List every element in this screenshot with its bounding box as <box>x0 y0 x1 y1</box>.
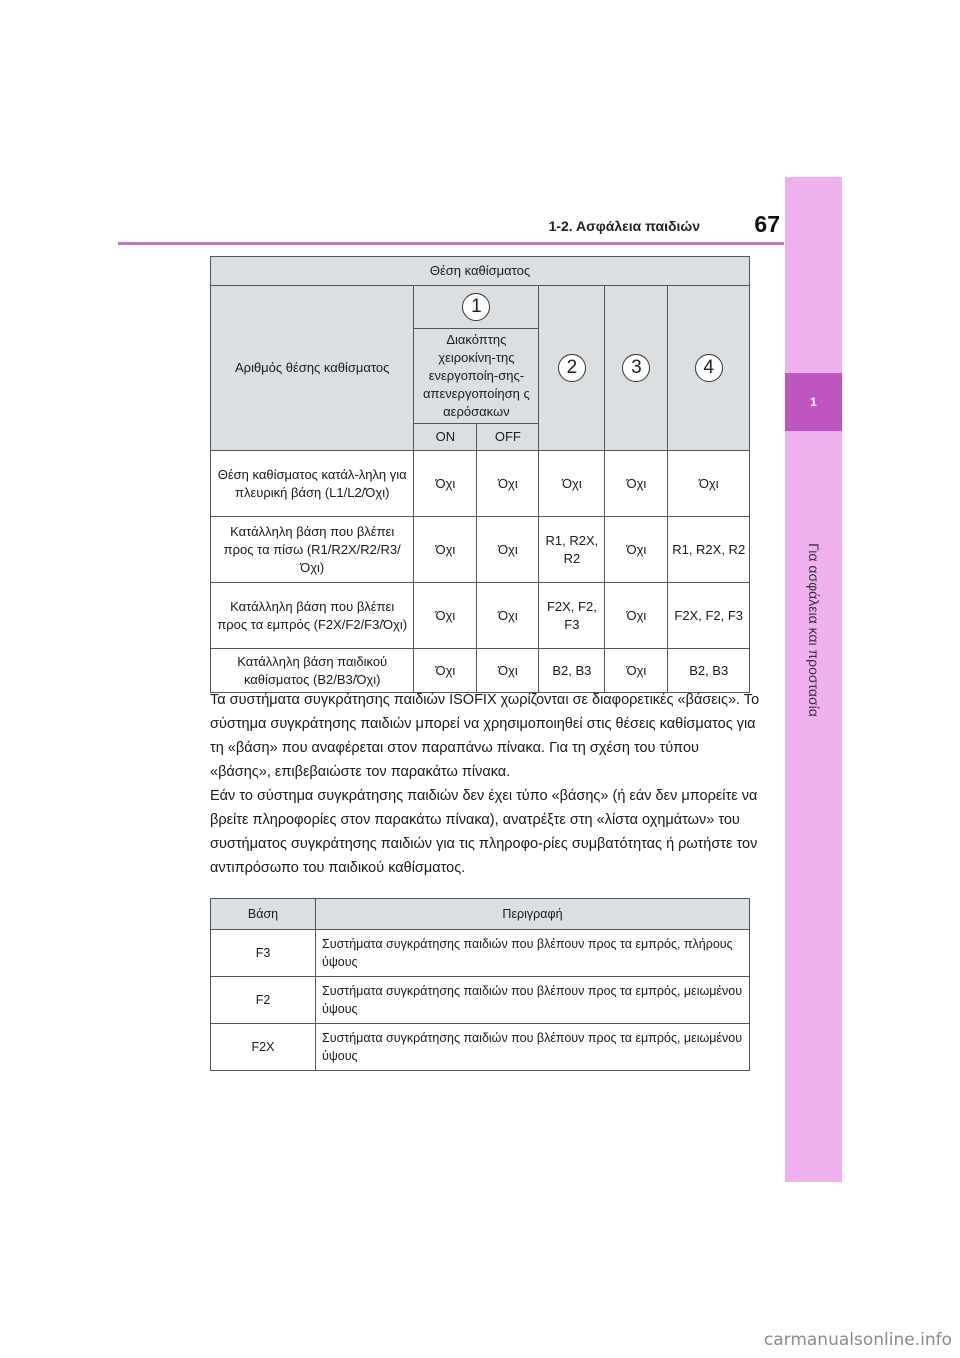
paragraph-vehicle-list: Εάν το σύστημα συγκράτησης παιδιών δεν έχει τύπο «βάσης» (ή εάν δεν μπορείτε να βρείτε πληροφορίες στον παρακάτω πίνακα), ανατρέξτε στη «λίστα οχημάτων» του συστήματος συγκράτησης παιδιών για τις πληροφο-ρίες συμβατότητας ή ρωτήστε τον αντιπρόσωπο του παιδικού καθίσματος. <box>210 788 758 876</box>
seat-number-label: Αριθμός θέσης καθίσματος <box>211 286 414 451</box>
cell-seat-2: R1, R2X, R2 <box>539 517 605 583</box>
row-label: Κατάλληλη βάση που βλέπει προς τα πίσω (R1/R2X/R2/R3/Όχι) <box>211 517 414 583</box>
table-row <box>211 1024 750 1071</box>
cell-seat-3: Όχι <box>605 583 668 649</box>
base-description: Συστήματα συγκράτησης παιδιών που βλέπουν προς τα εμπρός, μειωμένου ύψους <box>316 977 750 1024</box>
page-number: 67 <box>754 211 780 237</box>
cell-on: Όχι <box>414 649 477 693</box>
seat-3-cell <box>605 286 668 451</box>
table-row <box>211 649 750 693</box>
table-row <box>211 977 750 1024</box>
section-title: 1-2. Ασφάλεια παιδιών <box>548 218 700 234</box>
seat-1-cell <box>414 286 539 329</box>
base-code: F2X <box>211 1024 316 1071</box>
row-label: Κατάλληλη βάση παιδικού καθίσματος (B2/B3/Όχι) <box>211 649 414 693</box>
table-row <box>211 930 750 977</box>
cell-seat-2: B2, B3 <box>539 649 605 693</box>
seat-4-cell <box>668 286 750 451</box>
table-row <box>211 517 750 583</box>
cell-seat-4: Όχι <box>668 451 750 517</box>
cell-seat-4: F2X, F2, F3 <box>668 583 750 649</box>
cell-seat-4: B2, B3 <box>668 649 750 693</box>
cell-off: Όχι <box>477 649 539 693</box>
base-code: F3 <box>211 930 316 977</box>
chapter-title-text: Για ασφάλεια και προστασία <box>805 543 822 717</box>
chapter-number-badge[interactable]: 1 <box>785 373 842 431</box>
row-label: Κατάλληλη βάση που βλέπει προς τα εμπρός (F2X/F2/F3/Όχι) <box>211 583 414 649</box>
cell-off: Όχι <box>477 451 539 517</box>
cell-seat-3: Όχι <box>605 649 668 693</box>
body-text <box>210 688 760 880</box>
cell-seat-2: F2X, F2, F3 <box>539 583 605 649</box>
seat-3-icon: 3 <box>622 354 650 382</box>
seat-2-cell <box>539 286 605 451</box>
seat-position-header: Θέση καθίσματος <box>211 257 750 286</box>
base-description-table <box>210 898 750 1071</box>
seat-2-icon: 2 <box>558 354 586 382</box>
seat-position-table <box>210 256 750 693</box>
table-row <box>211 583 750 649</box>
cell-on: Όχι <box>414 583 477 649</box>
seat-1-icon: 1 <box>462 293 490 321</box>
switch-on-label: ON <box>414 424 477 451</box>
cell-seat-3: Όχι <box>605 451 668 517</box>
base-column-header: Βάση <box>211 899 316 930</box>
switch-off-label: OFF <box>477 424 539 451</box>
table-row <box>211 451 750 517</box>
paragraph-isofix-bases: Τα συστήματα συγκράτησης παιδιών ISOFIX χωρίζονται σε διαφορετικές «βάσεις». Το σύστημα συγκράτησης παιδιών μπορεί να χρησιμοποιηθεί στις θέσεις καθίσματος για τη «βάση» που αναφέρεται στον παραπάνω πίνακα. Για τη σχέση του τύπου «βάσης», επιβεβαιώστε τον παρακάτω πίνακα. <box>210 692 760 780</box>
base-description: Συστήματα συγκράτησης παιδιών που βλέπουν προς τα εμπρός, μειωμένου ύψους <box>316 1024 750 1071</box>
cell-off: Όχι <box>477 583 539 649</box>
description-column-header: Περιγραφή <box>316 899 750 930</box>
base-description: Συστήματα συγκράτησης παιδιών που βλέπουν προς τα εμπρός, πλήρους ύψους <box>316 930 750 977</box>
cell-on: Όχι <box>414 517 477 583</box>
watermark: carmanualsonline.info <box>763 1330 952 1350</box>
header-divider <box>118 242 784 245</box>
cell-off: Όχι <box>477 517 539 583</box>
cell-seat-2: Όχι <box>539 451 605 517</box>
cell-seat-3: Όχι <box>605 517 668 583</box>
cell-on: Όχι <box>414 451 477 517</box>
row-label: Θέση καθίσματος κατάλ-ληλη για πλευρική βάση (L1/L2/Όχι) <box>211 451 414 517</box>
chapter-title-vertical <box>785 430 842 830</box>
base-code: F2 <box>211 977 316 1024</box>
cell-seat-4: R1, R2X, R2 <box>668 517 750 583</box>
seat-4-icon: 4 <box>695 354 723 382</box>
airbag-switch-label: Διακόπτης χειροκίνη-της ενεργοποίη-σης-απενεργοποίηση ς αερόσακων <box>414 329 539 424</box>
